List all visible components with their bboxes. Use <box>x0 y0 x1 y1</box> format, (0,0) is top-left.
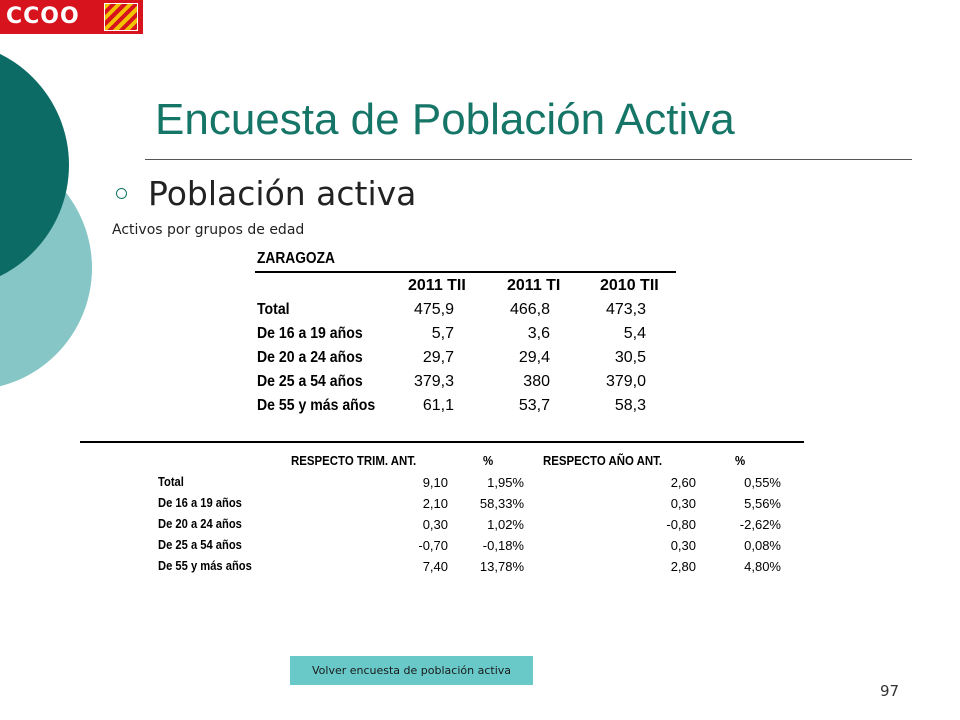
table1-cell: 473,3 <box>605 301 646 318</box>
table2-col-header: % <box>735 453 746 468</box>
back-to-survey-link[interactable]: Volver encuesta de población activa <box>290 656 533 685</box>
table2-cell: 0,30 <box>422 517 448 532</box>
table2-col-header: RESPECTO AÑO ANT. <box>543 453 663 468</box>
table2-cell: -0,80 <box>666 517 696 532</box>
table1-cell: 475,9 <box>413 301 454 318</box>
slide-title: Encuesta de Población Activa <box>155 95 735 144</box>
table1-cell: 29,4 <box>518 349 550 366</box>
decorative-circles <box>0 0 120 400</box>
table2-cell: 5,56% <box>744 496 781 511</box>
table-caption: Activos por grupos de edad <box>112 222 305 238</box>
table1-cell: 53,7 <box>518 397 550 414</box>
table2-cell: 1,02% <box>487 517 524 532</box>
table1-cell: 29,7 <box>422 349 454 366</box>
table1-cell: 58,3 <box>614 397 646 414</box>
title-divider <box>145 159 912 160</box>
table2-cell: -0,70 <box>418 538 448 553</box>
table2-cell: -0,18% <box>482 538 524 553</box>
table2-row-label: De 16 a 19 años <box>158 495 242 510</box>
table1-row-label: De 55 y más años <box>257 397 376 414</box>
table1-cell: 5,4 <box>623 325 646 342</box>
logo-text: CCOO <box>6 4 80 29</box>
table2-cell: 0,55% <box>744 475 781 490</box>
table2-cell: 1,95% <box>487 475 524 490</box>
table2-cell: 9,10 <box>422 475 448 490</box>
table1-row-label: De 20 a 24 años <box>257 349 363 366</box>
table1-region: ZARAGOZA <box>257 250 335 267</box>
table2-col-header: % <box>483 453 494 468</box>
table1-header-rule <box>255 271 676 273</box>
table2-cell: 0,30 <box>670 496 696 511</box>
table2-col-header: RESPECTO TRIM. ANT. <box>291 453 417 468</box>
table1-cell: 3,6 <box>527 325 550 342</box>
table2-cell: 13,78% <box>479 559 524 574</box>
table2-cell: 2,80 <box>670 559 696 574</box>
table1-cell: 5,7 <box>431 325 454 342</box>
table2-row-label: De 55 y más años <box>158 558 252 573</box>
section-subtitle: Población activa <box>148 174 417 213</box>
table2-cell: 0,08% <box>744 538 781 553</box>
table2-row-label: De 20 a 24 años <box>158 516 242 531</box>
table1-cell: 61,1 <box>422 397 454 414</box>
table2-cell: 2,10 <box>422 496 448 511</box>
table2-cell: 0,30 <box>670 538 696 553</box>
table2-cell: 4,80% <box>744 559 781 574</box>
table2-row-label: Total <box>158 474 184 489</box>
table2-cell: 7,40 <box>422 559 448 574</box>
page-number: 97 <box>880 682 900 700</box>
table1-row-label: De 16 a 19 años <box>257 325 363 342</box>
table1-cell: 466,8 <box>509 301 550 318</box>
table1-col-header: 2011 TII <box>408 277 466 294</box>
table1-cell: 379,0 <box>605 373 646 390</box>
table2-row-label: De 25 a 54 años <box>158 537 242 552</box>
table1-row-label: De 25 a 54 años <box>257 373 363 390</box>
table2-cell: 2,60 <box>670 475 696 490</box>
table1-col-header: 2010 TII <box>600 277 659 294</box>
table1-row-label: Total <box>257 301 290 318</box>
table1-cell: 380 <box>523 373 550 390</box>
table1-cell: 30,5 <box>614 349 646 366</box>
table2-cell: -2,62% <box>739 517 781 532</box>
table2-cell: 58,33% <box>479 496 524 511</box>
bullet-circle-icon <box>116 188 127 199</box>
table2-top-rule <box>80 441 804 443</box>
table1-cell: 379,3 <box>413 373 454 390</box>
table1-col-header: 2011 TI <box>507 277 561 294</box>
